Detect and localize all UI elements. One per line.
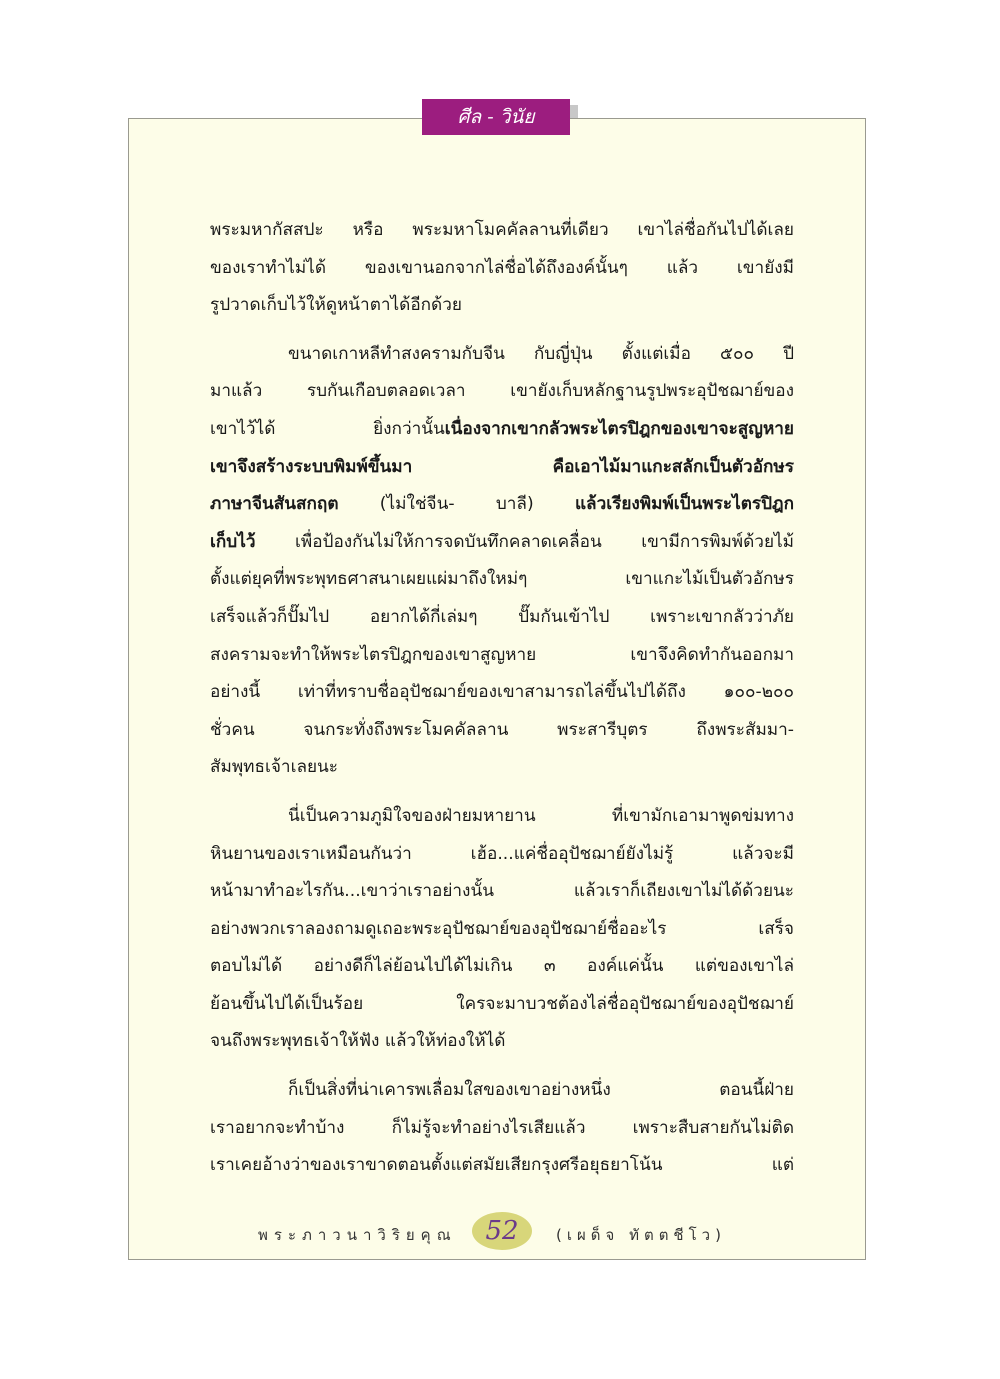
text-line: เราอยากจะทำบ้าง ก็ไม่รู้จะทำอย่างไรเสียแล้ว เพราะสืบสายกันไม่ติด: [210, 1117, 794, 1138]
text-line: ชั่วคน จนกระทั่งถึงพระโมคคัลลาน พระสารีบุตร ถึงพระสัมมา-: [210, 719, 794, 740]
text-line: นี่เป็นความภูมิใจของฝ่ายมหายาน ที่เขามักเอามาพูดข่มทาง: [288, 805, 794, 826]
paragraph-2: [210, 336, 794, 787]
section-title: ศีล - วินัย: [457, 106, 535, 128]
text-line: เขาจึงสร้างระบบพิมพ์ขึ้นมา คือเอาไม้มาแกะสลักเป็นตัวอักษร: [210, 456, 794, 477]
text-line: หน้ามาทำอะไรกัน...เขาว่าเราอย่างนั้น แล้วเราก็เถียงเขาไม่ได้ด้วยนะ: [210, 881, 794, 902]
text-line: ภาษาจีนสันสกฤต (ไม่ใช่จีน- บาลี) แล้วเรียงพิมพ์เป็นพระไตรปิฎก: [210, 494, 794, 515]
page-footer: [128, 1212, 866, 1254]
text-line: สงครามจะทำให้พระไตรปิฎกของเขาสูญหาย เขาจึงคิดทำกันออกมา: [210, 644, 794, 665]
paragraph-1: [210, 212, 794, 325]
text-line: หินยานของเราเหมือนกันว่า เฮ้อ...แค่ชื่ออุปัชฌาย์ยังไม่รู้ แล้วจะมี: [210, 843, 794, 864]
body-text: [210, 212, 794, 1196]
text-line: เราเคยอ้างว่าของเราขาดตอนตั้งแต่สมัยเสียกรุงศรีอยุธยาโน้น แต่: [210, 1155, 794, 1176]
text-line: ของเราทำไม่ได้ ของเขานอกจากไล่ชื่อได้ถึงองค์นั้นๆ แล้ว เขายังมี: [210, 257, 794, 278]
page-number-badge: [472, 1212, 532, 1250]
text-line: ย้อนขึ้นไปได้เป็นร้อย ใครจะมาบวชต้องไล่ชื่ออุปัชฌาย์ของอุปัชฌาย์: [210, 993, 794, 1014]
book-title: พระภาวนาวิริยคุณ: [258, 1226, 457, 1244]
text-line: ขนาดเกาหลีทำสงครามกับจีน กับญี่ปุ่น ตั้งแต่เมื่อ ๕๐๐ ปี: [288, 343, 794, 364]
text-line: สัมพุทธเจ้าเลยนะ: [210, 757, 339, 778]
text-line: มาแล้ว รบกันเกือบตลอดเวลา เขายังเก็บหลักฐานรูปพระอุปัชฌาย์ของ: [210, 381, 794, 402]
text-line: ก็เป็นสิ่งที่น่าเคารพเลื่อมใสของเขาอย่างหนึ่ง ตอนนี้ฝ่าย: [288, 1080, 794, 1101]
section-title-tab: [422, 99, 570, 135]
text-line: เขาไว้ได้ ยิ่งกว่านั้นเนื่องจากเขากลัวพระไตรปิฎกของเขาจะสูญหาย: [210, 418, 794, 439]
text-line: อย่างนี้ เท่าที่ทราบชื่ออุปัชฌาย์ของเขาสามารถไล่ขึ้นไปได้ถึง ๑๐๐-๒๐๐: [210, 682, 794, 703]
text-line: จนถึงพระพุทธเจ้าให้ฟัง แล้วให้ท่องให้ได้: [210, 1031, 506, 1052]
text-line: พระมหากัสสปะ หรือ พระมหาโมคคัลลานที่เดียว เขาไล่ชื่อกันไปได้เลย: [210, 220, 794, 240]
author-name: (เผด็จ ทัตตชีโว): [556, 1226, 726, 1244]
page-number: 52: [485, 1216, 519, 1246]
text-line: เก็บไว้ เพื่อป้องกันไม่ให้การจดบันทึกคลาดเคลื่อน เขามีการพิมพ์ด้วยไม้: [210, 531, 794, 552]
paragraph-3: [210, 798, 794, 1061]
text-line: เสร็จแล้วก็ปั๊มไป อยากได้กี่เล่มๆ ปั๊มกันเข้าไป เพราะเขากลัวว่าภัย: [210, 606, 794, 627]
paragraph-4: [210, 1072, 794, 1185]
text-line: ตอบไม่ได้ อย่างดีก็ไล่ย้อนไปได้ไม่เกิน ๓ องค์แค่นั้น แต่ของเขาไล่: [210, 956, 794, 977]
text-line: อย่างพวกเราลองถามดูเถอะพระอุปัชฌาย์ของอุปัชฌาย์ชื่ออะไร เสร็จ: [210, 918, 794, 939]
text-line: ตั้งแต่ยุคที่พระพุทธศาสนาเผยแผ่มาถึงใหม่ๆ เขาแกะไม้เป็นตัวอักษร: [210, 569, 794, 590]
text-line: รูปวาดเก็บไว้ให้ดูหน้าตาได้อีกด้วย: [210, 295, 462, 316]
